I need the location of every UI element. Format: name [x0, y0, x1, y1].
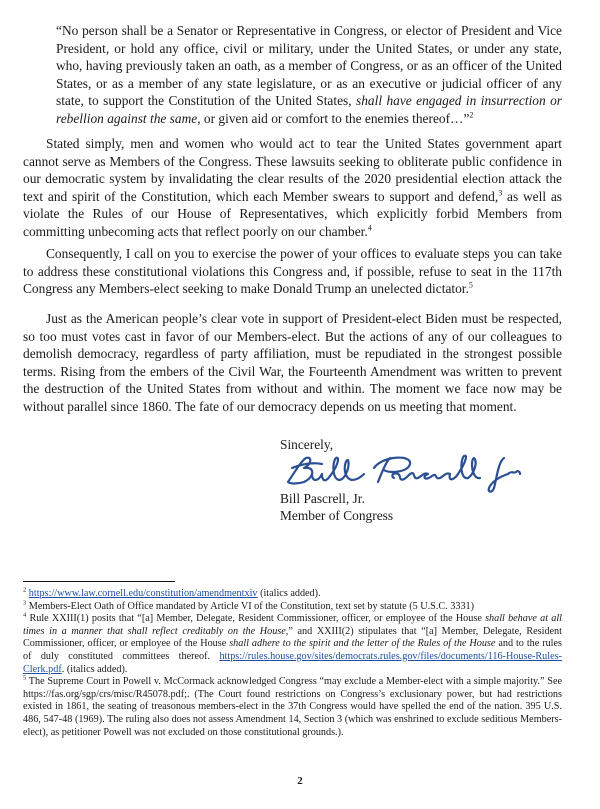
- footnote-ref[interactable]: 2: [469, 110, 474, 120]
- footnote-italic-text: shall behave at all times in a manner that shall reflect creditably on the House,: [23, 613, 562, 637]
- paragraph-text: Consequently, I call on you to exercise the power of your offices to evaluate steps you can take to address these constitutional violations this Congress and, if possible, refuse to seat in the 117th Congress any Members-elect seeking to make Donald Trump an unelected dictator.: [23, 246, 562, 297]
- signature-icon: [282, 452, 522, 494]
- cornell-amendment-link[interactable]: https://www.law.cornell.edu/constitution/amendmentxiv: [28, 588, 258, 599]
- quote-text: “No person shall be a Senator or Representative in Congress, or elector of President and Vice President, or hold any office, civil or military, under the United States, or under any state, who, having previously taken an oath, as a member of Congress, or as an officer of the United States, or as a member of any state legislature, or as an executive or judicial officer of any state, to support the Constitution of the United States,: [56, 23, 562, 109]
- footnote-ref[interactable]: 4: [367, 223, 372, 233]
- house-rules-link[interactable]: https://rules.house.gov/sites/democrats.rules.gov/files/documents/116-House-Rules-Clerk.pdf: [23, 650, 562, 675]
- footnote-separator: [23, 581, 175, 582]
- footnotes-section: [23, 588, 562, 739]
- paragraph-text: as well as violate the Rules of our House of Representatives, which explicitly forbid Members from committing unbecoming acts that reflect poorly on our chamber.: [23, 188, 562, 239]
- footnote-italic-text: shall adhere to the spirit and the letter of the Rules of the House: [229, 638, 496, 650]
- closing-salutation: Sincerely,: [280, 437, 334, 452]
- footnote-ref[interactable]: 3: [498, 188, 503, 198]
- paragraph-text: Stated simply, men and women who would act to tear the United States government apart cannot serve as Members of the Congress. These lawsuits seeking to obliterate public confidence in our democratic system by invalidating the clear results of the 2020 presidential election attack the text and spirit of the Constitution, which each Member swears to support and defend,: [23, 136, 562, 204]
- handwritten-signature: [282, 452, 522, 494]
- constitution-quote: [56, 22, 562, 128]
- footnote-4: [23, 613, 562, 676]
- footnote-text: Rule XXIII(1) posits that “[a] Member, Delegate, Resident Commissioner, officer, or employee of the House: [26, 613, 486, 625]
- footnote-number: 4: [23, 611, 27, 619]
- footnote-ref[interactable]: 5: [468, 280, 473, 290]
- footnote-text: (italics added).: [257, 588, 321, 599]
- footnote-number: 5: [23, 674, 27, 682]
- footnote-text: and to the rules of duly constituted committees thereof.: [23, 638, 562, 662]
- body-paragraph: [23, 135, 562, 241]
- footnote-text: ” and XXIII(2) stipulates that “[a] Member, Delegate, Resident Commissioner, officer, or employee of the House: [23, 625, 562, 650]
- paragraph-text: Just as the American people’s clear vote in support of President-elect Biden must be respected, so too must votes cast in favor of our Members-elect. But the actions of any of our colleagues to demolish democracy, regardless of party affiliation, must be repudiated in the strongest possible terms. Rising from the embers of the Civil War, the Fourteenth Amendment was written to prevent the destruction of the United States from without and within. The moment we face now may be without parallel since 1860. The fate of our democracy depends on us meeting that moment.: [23, 311, 562, 414]
- quote-text-end: , or given aid or comfort to the enemies thereof…”: [197, 110, 470, 126]
- body-paragraph: [23, 245, 562, 298]
- footnote-text: Members-Elect Oath of Office mandated by Article VI of the Constitution, text set by statute (5 U.S.C. 3331): [26, 600, 475, 612]
- footnote-number: 3: [23, 599, 27, 607]
- signer-name: Bill Pascrell, Jr.: [280, 491, 365, 506]
- footnote-number: 2: [23, 586, 27, 594]
- page-number: 2: [297, 775, 303, 787]
- quote-italic-text: shall have engaged in insurrection or rebellion against the same: [56, 93, 562, 126]
- footnote-3: [23, 601, 562, 614]
- footnote-5: [23, 676, 562, 739]
- footnote-text: The Supreme Court in Powell v. McCormack acknowledged Congress “may exclude a Member-elect with a simple majority.” See https://fas.org/sgp/crs/misc/R45078.pdf;. (The Court found restrictions on Congress’s exclusionary power, but had restrictions existed in 1861, the seating of treasonous members-elect in the 37th Congress would have spelled the end of the nation. 395 U.S. 486, 547-48 (1969). The ruling also does not assess Amendment 14, Section 3 (which was enshrined to exclude seditious Members-elect), as petitioner Powell was not excluded on those constitutional grounds.).: [23, 676, 562, 738]
- signer-title: Member of Congress: [280, 508, 394, 523]
- body-paragraph: [23, 310, 562, 416]
- footnote-2: [23, 588, 562, 601]
- footnote-text: . (italics added).: [61, 663, 128, 675]
